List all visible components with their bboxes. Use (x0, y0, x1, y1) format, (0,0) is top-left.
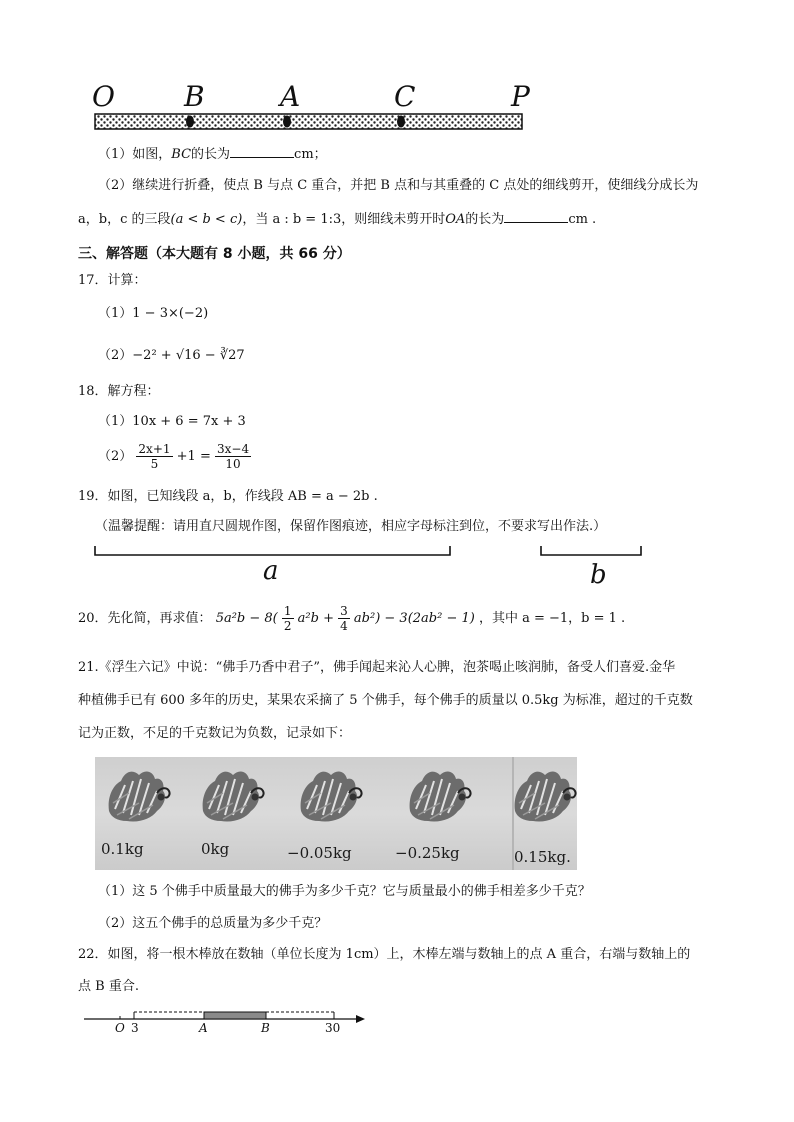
point-c-marker (397, 116, 405, 128)
q22-line2: 点 B 重合. (78, 979, 139, 994)
segment-a-label: a (263, 556, 279, 586)
section-heading: 三、解答题（本大题有 8 小题，共 66 分） (78, 246, 351, 262)
q16-answer-blank-1[interactable] (230, 157, 294, 158)
point-b-marker (186, 116, 194, 128)
rod-label-c: C (394, 80, 416, 113)
fruit-3 (301, 772, 362, 822)
weight-label-2: 0kg (201, 840, 230, 858)
q17-title: 17．计算： (78, 273, 147, 288)
q16-part2-line1: （2）继续进行折叠，使点 B 与点 C 重合，并把 B 点和与其重叠的 C 点处的细线剪开，使细线分成长为 (98, 178, 699, 193)
axis-label-30: 30 (325, 1021, 341, 1035)
weight-label-3: −0.05kg (287, 844, 352, 862)
q21-subquestion-2: （2）这五个佛手的总质量为多少千克？ (98, 916, 328, 931)
fruit-1 (109, 772, 170, 822)
axis-label-b: B (261, 1021, 270, 1035)
fruit-2 (203, 772, 264, 822)
q18-fraction-left: $\frac{2x+1}{5}$ (138, 442, 171, 471)
q22-line1: 22．如图，将一根木棒放在数轴（单位长度为 1cm）上，木棒左端与数轴上的点 A 重合，右端与数轴上的 (78, 947, 691, 962)
weight-label-4: −0.25kg (395, 844, 460, 862)
segment-b (541, 546, 641, 555)
q18-title: 18．解方程： (78, 384, 160, 399)
q21-subquestion-1: （1）这 5 个佛手中质量最大的佛手为多少千克？它与质量最小的佛手相差多少千克？ (98, 884, 591, 899)
segment-a (95, 546, 450, 555)
rod-label-p: P (511, 80, 530, 113)
q19-segments (90, 540, 650, 562)
bergamot-photo (95, 757, 577, 870)
q20-question: 20．先化简，再求值： 5a²b − 8( $\frac{1}{2}$ a²b + $\frac{3}{4}$ ab²) − 3(2ab² − 1) ，其中 a = −1，b = 1 . (78, 604, 626, 633)
q21-line2: 种植佛手已有 600 多年的历史，某果农采摘了 5 个佛手，每个佛手的质量以 0.5kg 为标准，超过的千克数 (78, 693, 693, 708)
q18-part2: （2） $\frac{2x+1}{5}$ +1 = $\frac{3x-4}{10}$ (98, 442, 250, 471)
q20-fraction-three-quarters: $\frac{3}{4}$ (340, 604, 348, 633)
q19-question: 19．如图，已知线段 a，b，作线段 AB = a − 2b . (78, 489, 378, 504)
q16-part2-line2: a，b，c 的三段(a < b < c)，当 a : b = 1:3，则细线未剪开时OA的长为 cm . (78, 212, 597, 227)
axis-label-o: O (115, 1021, 125, 1035)
rod-label-o: O (92, 80, 115, 113)
fruit-5 (515, 772, 576, 822)
fruit-4 (410, 772, 471, 822)
point-a-marker (283, 116, 291, 128)
weight-label-5: 0.15kg. (514, 848, 571, 866)
q16-answer-blank-2[interactable] (504, 222, 568, 223)
q17-part1: （1）1 − 3×(−2) (98, 306, 209, 321)
axis-arrow (356, 1015, 365, 1023)
axis-label-3: 3 (131, 1021, 139, 1035)
q18-part1: （1）10x + 6 = 7x + 3 (98, 414, 246, 429)
stick-ab (204, 1012, 266, 1019)
segment-b-label: b (590, 560, 607, 590)
q19-tip: （温馨提醒：请用直尺圆规作图，保留作图痕迹，相应字母标注到位，不要求写出作法.） (95, 519, 607, 534)
rod-label-a: A (280, 80, 301, 113)
q16-part1: （1）如图，BC的长为 cm； (98, 147, 327, 162)
rod-bar (94, 112, 524, 132)
q21-line3: 记为正数，不足的千克数记为负数，记录如下： (78, 726, 352, 741)
axis-label-a: A (199, 1021, 208, 1035)
rod-label-b: B (184, 80, 205, 113)
q20-fraction-half: $\frac{1}{2}$ (283, 604, 292, 633)
q18-fraction-right: $\frac{3x-4}{10}$ (217, 442, 250, 471)
bergamot-fruits (95, 757, 577, 837)
q21-line1: 21.《浮生六记》中说：“佛手乃香中君子”，佛手闻起来沁人心脾，泡茶喝止咳润肺，备受人们喜爱.金华 (78, 660, 676, 675)
weight-label-1: 0.1kg (101, 840, 144, 858)
q17-part2: （2）−2² + √16 − ∛27 (98, 348, 245, 363)
